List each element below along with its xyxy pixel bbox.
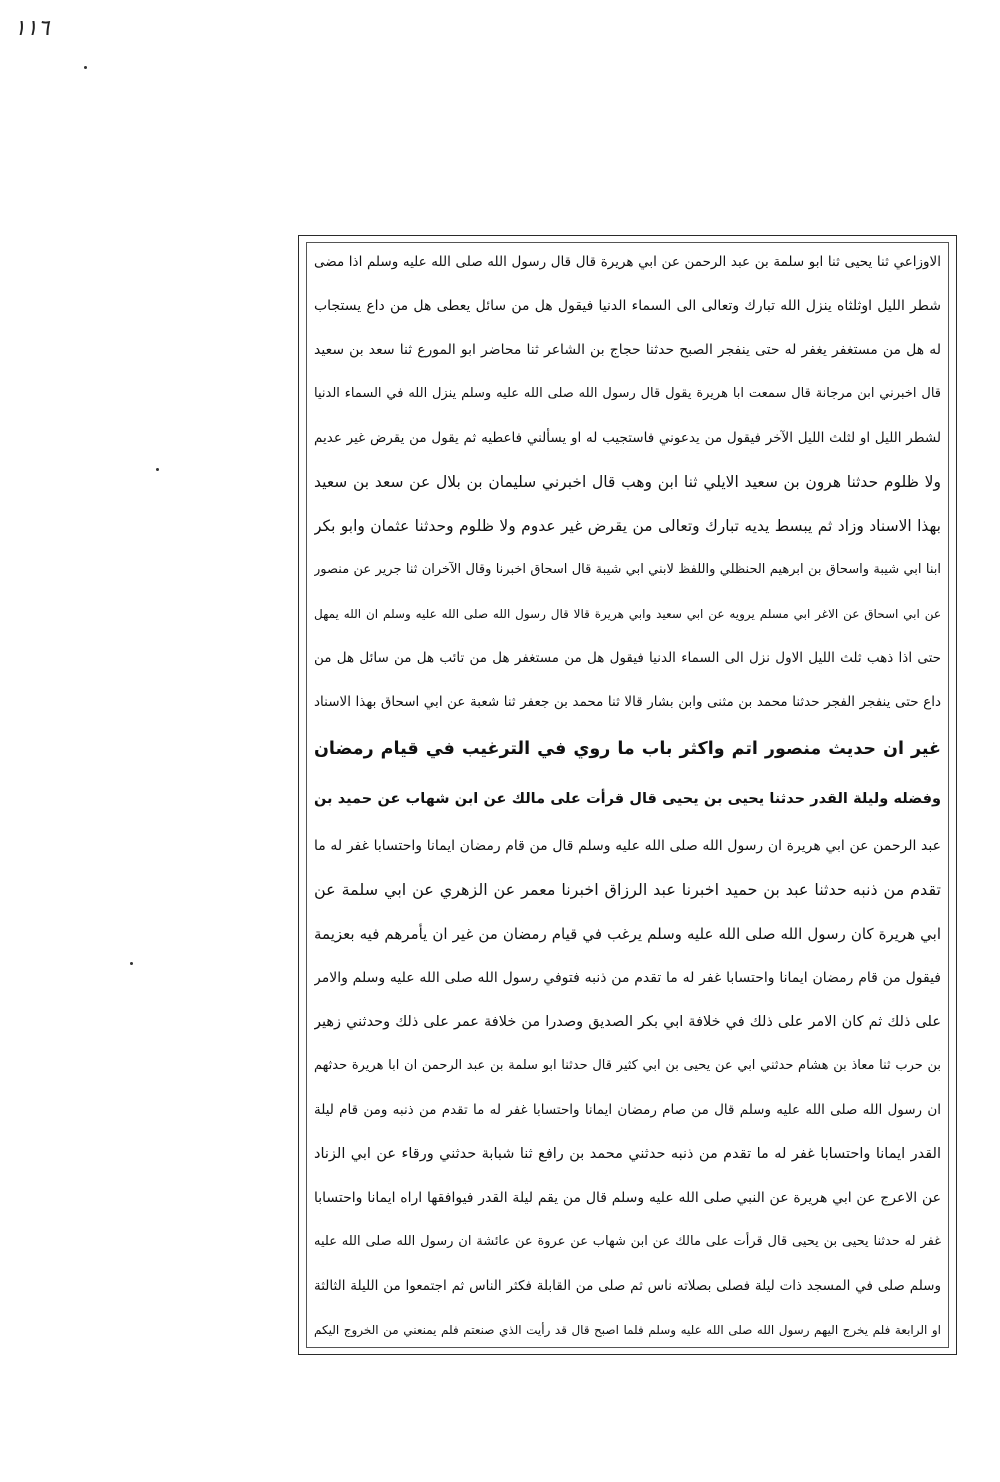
page-number: ١١٦ — [14, 16, 50, 41]
text-line: او الرابعة فلم يخرج اليهم رسول الله صلى الله عليه وسلم فلما اصبح قال قد رأيت الذي صنعتم فلم يمنعني من الخروج اليكم — [314, 1323, 941, 1337]
text-line: تقدم من ذنبه حدثنا عبد بن حميد اخبرنا عبد الرزاق اخبرنا معمر عن الزهري عن ابي سلمة عن — [314, 880, 941, 899]
text-line: الاوزاعي ثنا يحيى ثنا ابو سلمة بن عبد الرحمن عن ابي هريرة قال قال رسول الله صلى الله عليه وسلم اذا مضى — [314, 254, 941, 270]
text-line: له هل من مستغفر يغفر له حتى ينفجر الصبح حدثنا حجاج بن الشاعر ثنا محاضر ابو المورع ثنا سعد بن سعيد — [314, 342, 941, 358]
text-line: ابي هريرة كان رسول الله صلى الله عليه وسلم يرغب في قيام رمضان من غير ان يأمرهم فيه بعزيمة — [314, 925, 941, 943]
ink-speck — [84, 66, 87, 69]
text-line: على ذلك ثم كان الامر على ذلك في خلافة ابي بكر الصديق وصدرا من خلافة عمر على ذلك وحدثني زهير — [314, 1014, 941, 1030]
text-line: القدر ايمانا واحتسابا غفر له ما تقدم من ذنبه حدثني محمد بن رافع ثنا شبابة حدثني ورقاء عن ابي الزناد — [314, 1146, 941, 1162]
text-line: داع حتى ينفجر الفجر حدثنا محمد بن مثنى وابن بشار قالا ثنا محمد بن جعفر ثنا شعبة عن ابي اسحاق بهذا الاسناد — [314, 694, 941, 710]
chapter-heading-line: غير ان حديث منصور اتم واكثر باب ما روي في الترغيب في قيام رمضان — [314, 739, 941, 759]
text-line: ان رسول الله صلى الله عليه وسلم قال من صام رمضان ايمانا واحتسابا غفر له ما تقدم من ذنبه ومن قام ليلة — [314, 1102, 941, 1118]
chapter-heading-line: وفضله وليلة القدر حدثنا يحيى بن يحيى قال قرأت على مالك عن ابن شهاب عن حميد بن — [314, 791, 941, 807]
text-line: عبد الرحمن عن ابي هريرة ان رسول الله صلى الله عليه وسلم قال من قام رمضان ايمانا واحتسابا غفر له ما — [314, 838, 941, 854]
text-line: ولا ظلوم حدثنا هرون بن سعيد الايلي ثنا ابن وهب قال اخبرني سليمان بن بلال عن سعد بن سعيد — [314, 473, 941, 491]
text-line: حتى اذا ذهب ثلث الليل الاول نزل الى السماء الدنيا فيقول هل من مستغفر هل من تائب هل من سائل هل من — [314, 650, 941, 666]
text-line: بن حرب ثنا معاذ بن هشام حدثني ابي عن يحيى بن ابي كثير قال حدثنا ابو سلمة بن عبد الرحمن ان ابا هريرة حدثهم — [314, 1058, 941, 1073]
text-line: وسلم صلى في المسجد ذات ليلة فصلى بصلاته ناس ثم صلى من القابلة فكثر الناس ثم اجتمعوا من الليلة الثالثة — [314, 1278, 941, 1294]
ink-speck — [130, 962, 133, 965]
text-line: شطر الليل اوثلثاه ينزل الله تبارك وتعالى الى السماء الدنيا فيقول هل من سائل يعطى هل من داع يستجاب — [314, 298, 941, 314]
ink-speck — [156, 468, 159, 471]
text-line: ابنا ابي شيبة واسحاق بن ابرهيم الحنظلي واللفظ لابني ابي شيبة قال اسحاق اخبرنا وقال الآخران ثنا جرير عن منصور — [314, 562, 941, 577]
text-line: عن ابي اسحاق عن الاغر ابي مسلم يرويه عن ابي سعيد وابي هريرة قالا قال رسول الله صلى الله عليه وسلم ان الله يمهل — [314, 607, 941, 621]
text-line: قال اخبرني ابن مرجانة قال سمعت ابا هريرة يقول قال رسول الله صلى الله عليه وسلم ينزل الله في السماء الدنيا — [314, 386, 941, 401]
text-line: عن الاعرج عن ابي هريرة عن النبي صلى الله عليه وسلم قال من يقم ليلة القدر فيوافقها اراه ايمانا واحتسابا — [314, 1190, 941, 1206]
text-line: فيقول من قام رمضان ايمانا واحتسابا غفر له ما تقدم من ذنبه فتوفي رسول الله صلى الله عليه وسلم والامر — [314, 970, 941, 986]
text-line: بهذا الاسناد وزاد ثم يبسط يديه تبارك وتعالى من يقرض غير عدوم ولا ظلوم وحدثنا عثمان وابو بكر — [314, 517, 941, 535]
text-line: لشطر الليل او لثلث الليل الآخر فيقول من يدعوني فاستجيب له او يسألني فاعطيه ثم يقول من يقرض غير عديم — [314, 430, 941, 446]
text-line: غفر له حدثنا يحيى بن يحيى قال قرأت على مالك عن ابن شهاب عن عروة عن عائشة ان رسول الله صلى الله عليه — [314, 1234, 941, 1249]
manuscript-text-block — [314, 250, 941, 1342]
